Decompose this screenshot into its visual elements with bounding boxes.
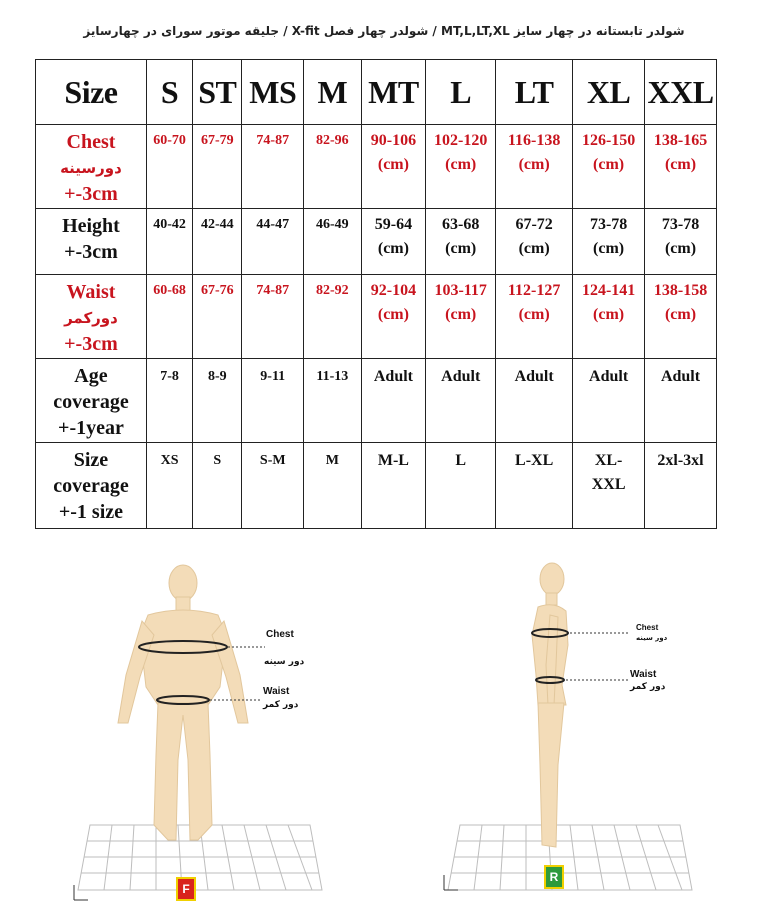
cell-value: Adult (441, 368, 481, 385)
row-label-age (36, 359, 147, 443)
cell-value: 92-104 (370, 282, 417, 299)
cell-chest-xxl (645, 125, 717, 209)
cell-chest-l (426, 125, 496, 209)
front-waist-label-fa: دور کمر (263, 700, 299, 710)
cell-unit: (cm) (664, 240, 697, 257)
side-body-figure (430, 555, 720, 915)
cell-unit: (cm) (518, 240, 550, 257)
cell-chest-s (146, 125, 192, 209)
row-waist (36, 275, 717, 359)
side-body (532, 563, 568, 847)
cell-unit: (cm) (664, 306, 697, 323)
cell-value: 82-92 (315, 283, 349, 298)
cell-value: 7-8 (160, 369, 179, 384)
cell-chest-lt (496, 125, 573, 209)
cell-value: 67-79 (200, 133, 234, 148)
side-waist-label: Waist (630, 669, 657, 680)
cell-unit: (cm) (664, 156, 697, 173)
cell-value: Adult (660, 368, 701, 385)
cell-sizecov-mt (361, 443, 426, 529)
row-label-chest (36, 125, 147, 209)
cell-unit: XXL (591, 476, 626, 493)
cell-chest-xl (573, 125, 645, 209)
cell-value: 67-72 (515, 216, 553, 233)
cell-value: XL- (594, 452, 623, 469)
row-label-tolerance: +-1 size (58, 501, 124, 523)
size-header-corner: Size (36, 60, 147, 125)
cell-unit: (cm) (377, 156, 409, 173)
cell-value: 60-68 (153, 283, 186, 298)
row-label-height (36, 209, 147, 275)
cell-age-st (193, 359, 242, 443)
cell-value: 46-49 (315, 217, 349, 232)
size-header-m: M (304, 60, 362, 125)
cell-value: M (325, 453, 339, 468)
row-height (36, 209, 717, 275)
page-header: شولدر تابستانه در چهار سایز MT,L,LT,XL / شولدر چهار فصل X-fit / جلیقه موتور سورای در چهارسایز (83, 24, 685, 38)
front-chest-label-fa: دور سینه (264, 657, 305, 667)
row-label-tolerance: +-1year (58, 417, 124, 439)
cell-sizecov-xl (573, 443, 645, 529)
cell-height-l (426, 209, 496, 275)
cell-age-ms (242, 359, 304, 443)
cell-value: 74-87 (256, 283, 290, 298)
size-header-ms: MS (242, 60, 304, 125)
cell-chest-st (193, 125, 242, 209)
cell-unit: (cm) (445, 156, 477, 173)
cell-value: 102-120 (434, 132, 488, 149)
cell-chest-ms (242, 125, 304, 209)
cell-height-st (193, 209, 242, 275)
cell-value: 40-42 (153, 217, 186, 232)
cell-height-lt (496, 209, 573, 275)
cell-value: 44-47 (256, 217, 290, 232)
cell-value: XS (160, 453, 179, 468)
size-header-st: ST (193, 60, 242, 125)
size-header-xl: XL (573, 60, 645, 125)
cell-height-s (146, 209, 192, 275)
row-label-secondary: دورسینه (60, 159, 122, 177)
cell-sizecov-m (304, 443, 362, 529)
front-view-marker: F (176, 877, 196, 901)
row-label-secondary: دورکمر (64, 309, 118, 327)
axis-gizmo (444, 875, 458, 890)
cell-value: 73-78 (661, 216, 700, 233)
cell-sizecov-xxl (645, 443, 717, 529)
cell-value: S (213, 453, 222, 468)
cell-waist-m (304, 275, 362, 359)
cell-unit: (cm) (593, 306, 625, 323)
cell-age-xl (573, 359, 645, 443)
cell-age-m (304, 359, 362, 443)
cell-waist-ms (242, 275, 304, 359)
row-label-main: Age (74, 365, 108, 387)
front-body-figure (60, 555, 330, 915)
cell-value: 124-141 (581, 282, 636, 299)
row-label-tolerance: +-3cm (64, 241, 118, 263)
cell-height-xxl (645, 209, 717, 275)
cell-waist-l (426, 275, 496, 359)
cell-age-mt (361, 359, 426, 443)
cell-unit: (cm) (518, 156, 550, 173)
row-chest (36, 125, 717, 209)
cell-value: 138-158 (653, 282, 708, 299)
cell-height-xl (573, 209, 645, 275)
cell-value: 11-13 (316, 369, 349, 384)
row-label-main: Height (62, 215, 120, 237)
cell-height-mt (361, 209, 426, 275)
row-label-main: Chest (66, 131, 116, 153)
row-label-tolerance: +-3cm (64, 333, 118, 355)
size-header-l: L (426, 60, 496, 125)
cell-unit: (cm) (593, 156, 625, 173)
cell-waist-st (193, 275, 242, 359)
cell-value: 60-70 (153, 133, 186, 148)
cell-value: 67-76 (200, 283, 234, 298)
cell-value: Adult (589, 368, 629, 385)
cell-value: L-XL (515, 452, 554, 469)
size-chart-table (35, 59, 717, 529)
cell-waist-lt (496, 275, 573, 359)
cell-unit: (cm) (518, 306, 550, 323)
cell-unit: (cm) (445, 240, 477, 257)
row-sizecov (36, 443, 717, 529)
side-view-marker: R (544, 865, 564, 889)
cell-value: 116-138 (507, 132, 561, 149)
cell-value: 8-9 (207, 369, 227, 384)
row-label-main: Waist (66, 281, 116, 303)
front-waist-label: Waist (263, 686, 290, 697)
size-header-s: S (146, 60, 192, 125)
cell-age-s (146, 359, 192, 443)
side-chest-label: Chest (636, 623, 659, 632)
cell-age-lt (496, 359, 573, 443)
front-chest-label: Chest (266, 629, 294, 640)
cell-value: 63-68 (442, 216, 480, 233)
cell-sizecov-l (426, 443, 496, 529)
cell-chest-m (304, 125, 362, 209)
row-label-secondary: coverage (53, 475, 129, 497)
cell-age-xxl (645, 359, 717, 443)
cell-value: 42-44 (200, 217, 234, 232)
cell-waist-s (146, 275, 192, 359)
cell-value: 90-106 (370, 132, 417, 149)
size-header-xxl: XXL (645, 60, 717, 125)
cell-sizecov-s (146, 443, 192, 529)
side-chest-label-fa: دور سینه (636, 634, 668, 642)
side-body-illustration (430, 555, 720, 915)
cell-value: 103-117 (434, 282, 487, 299)
cell-waist-mt (361, 275, 426, 359)
cell-value: 126-150 (581, 132, 636, 149)
cell-height-m (304, 209, 362, 275)
cell-value: M-L (377, 452, 409, 469)
cell-unit: (cm) (593, 240, 625, 257)
cell-sizecov-lt (496, 443, 573, 529)
cell-age-l (426, 359, 496, 443)
row-label-main: Size (73, 449, 109, 471)
row-label-waist (36, 275, 147, 359)
cell-sizecov-st (193, 443, 242, 529)
cell-value: 9-11 (260, 369, 286, 384)
floor-grid (448, 825, 692, 890)
side-waist-label-fa: دور کمر (630, 682, 666, 692)
cell-chest-mt (361, 125, 426, 209)
cell-value: L (455, 452, 467, 469)
row-label-tolerance: +-3cm (64, 183, 118, 205)
cell-waist-xl (573, 275, 645, 359)
cell-value: Adult (373, 368, 413, 385)
cell-value: 74-87 (256, 133, 290, 148)
cell-value: 112-127 (507, 282, 561, 299)
size-header-mt: MT (361, 60, 426, 125)
cell-unit: (cm) (377, 240, 409, 257)
row-label-secondary: coverage (53, 391, 129, 413)
cell-height-ms (242, 209, 304, 275)
size-header-row (36, 60, 717, 125)
cell-value: 59-64 (374, 216, 413, 233)
cell-value: S-M (259, 453, 286, 468)
cell-value: 138-165 (653, 132, 708, 149)
cell-sizecov-ms (242, 443, 304, 529)
axis-gizmo (74, 885, 88, 900)
front-body (118, 565, 248, 840)
front-body-illustration (60, 555, 330, 915)
cell-waist-xxl (645, 275, 717, 359)
cell-value: Adult (514, 368, 554, 385)
cell-value: 73-78 (589, 216, 628, 233)
row-label-sizecov (36, 443, 147, 529)
size-header-lt: LT (496, 60, 573, 125)
cell-value: 2xl-3xl (657, 452, 704, 469)
row-age (36, 359, 717, 443)
cell-value: 82-96 (315, 133, 349, 148)
cell-unit: (cm) (445, 306, 477, 323)
cell-unit: (cm) (377, 306, 409, 323)
